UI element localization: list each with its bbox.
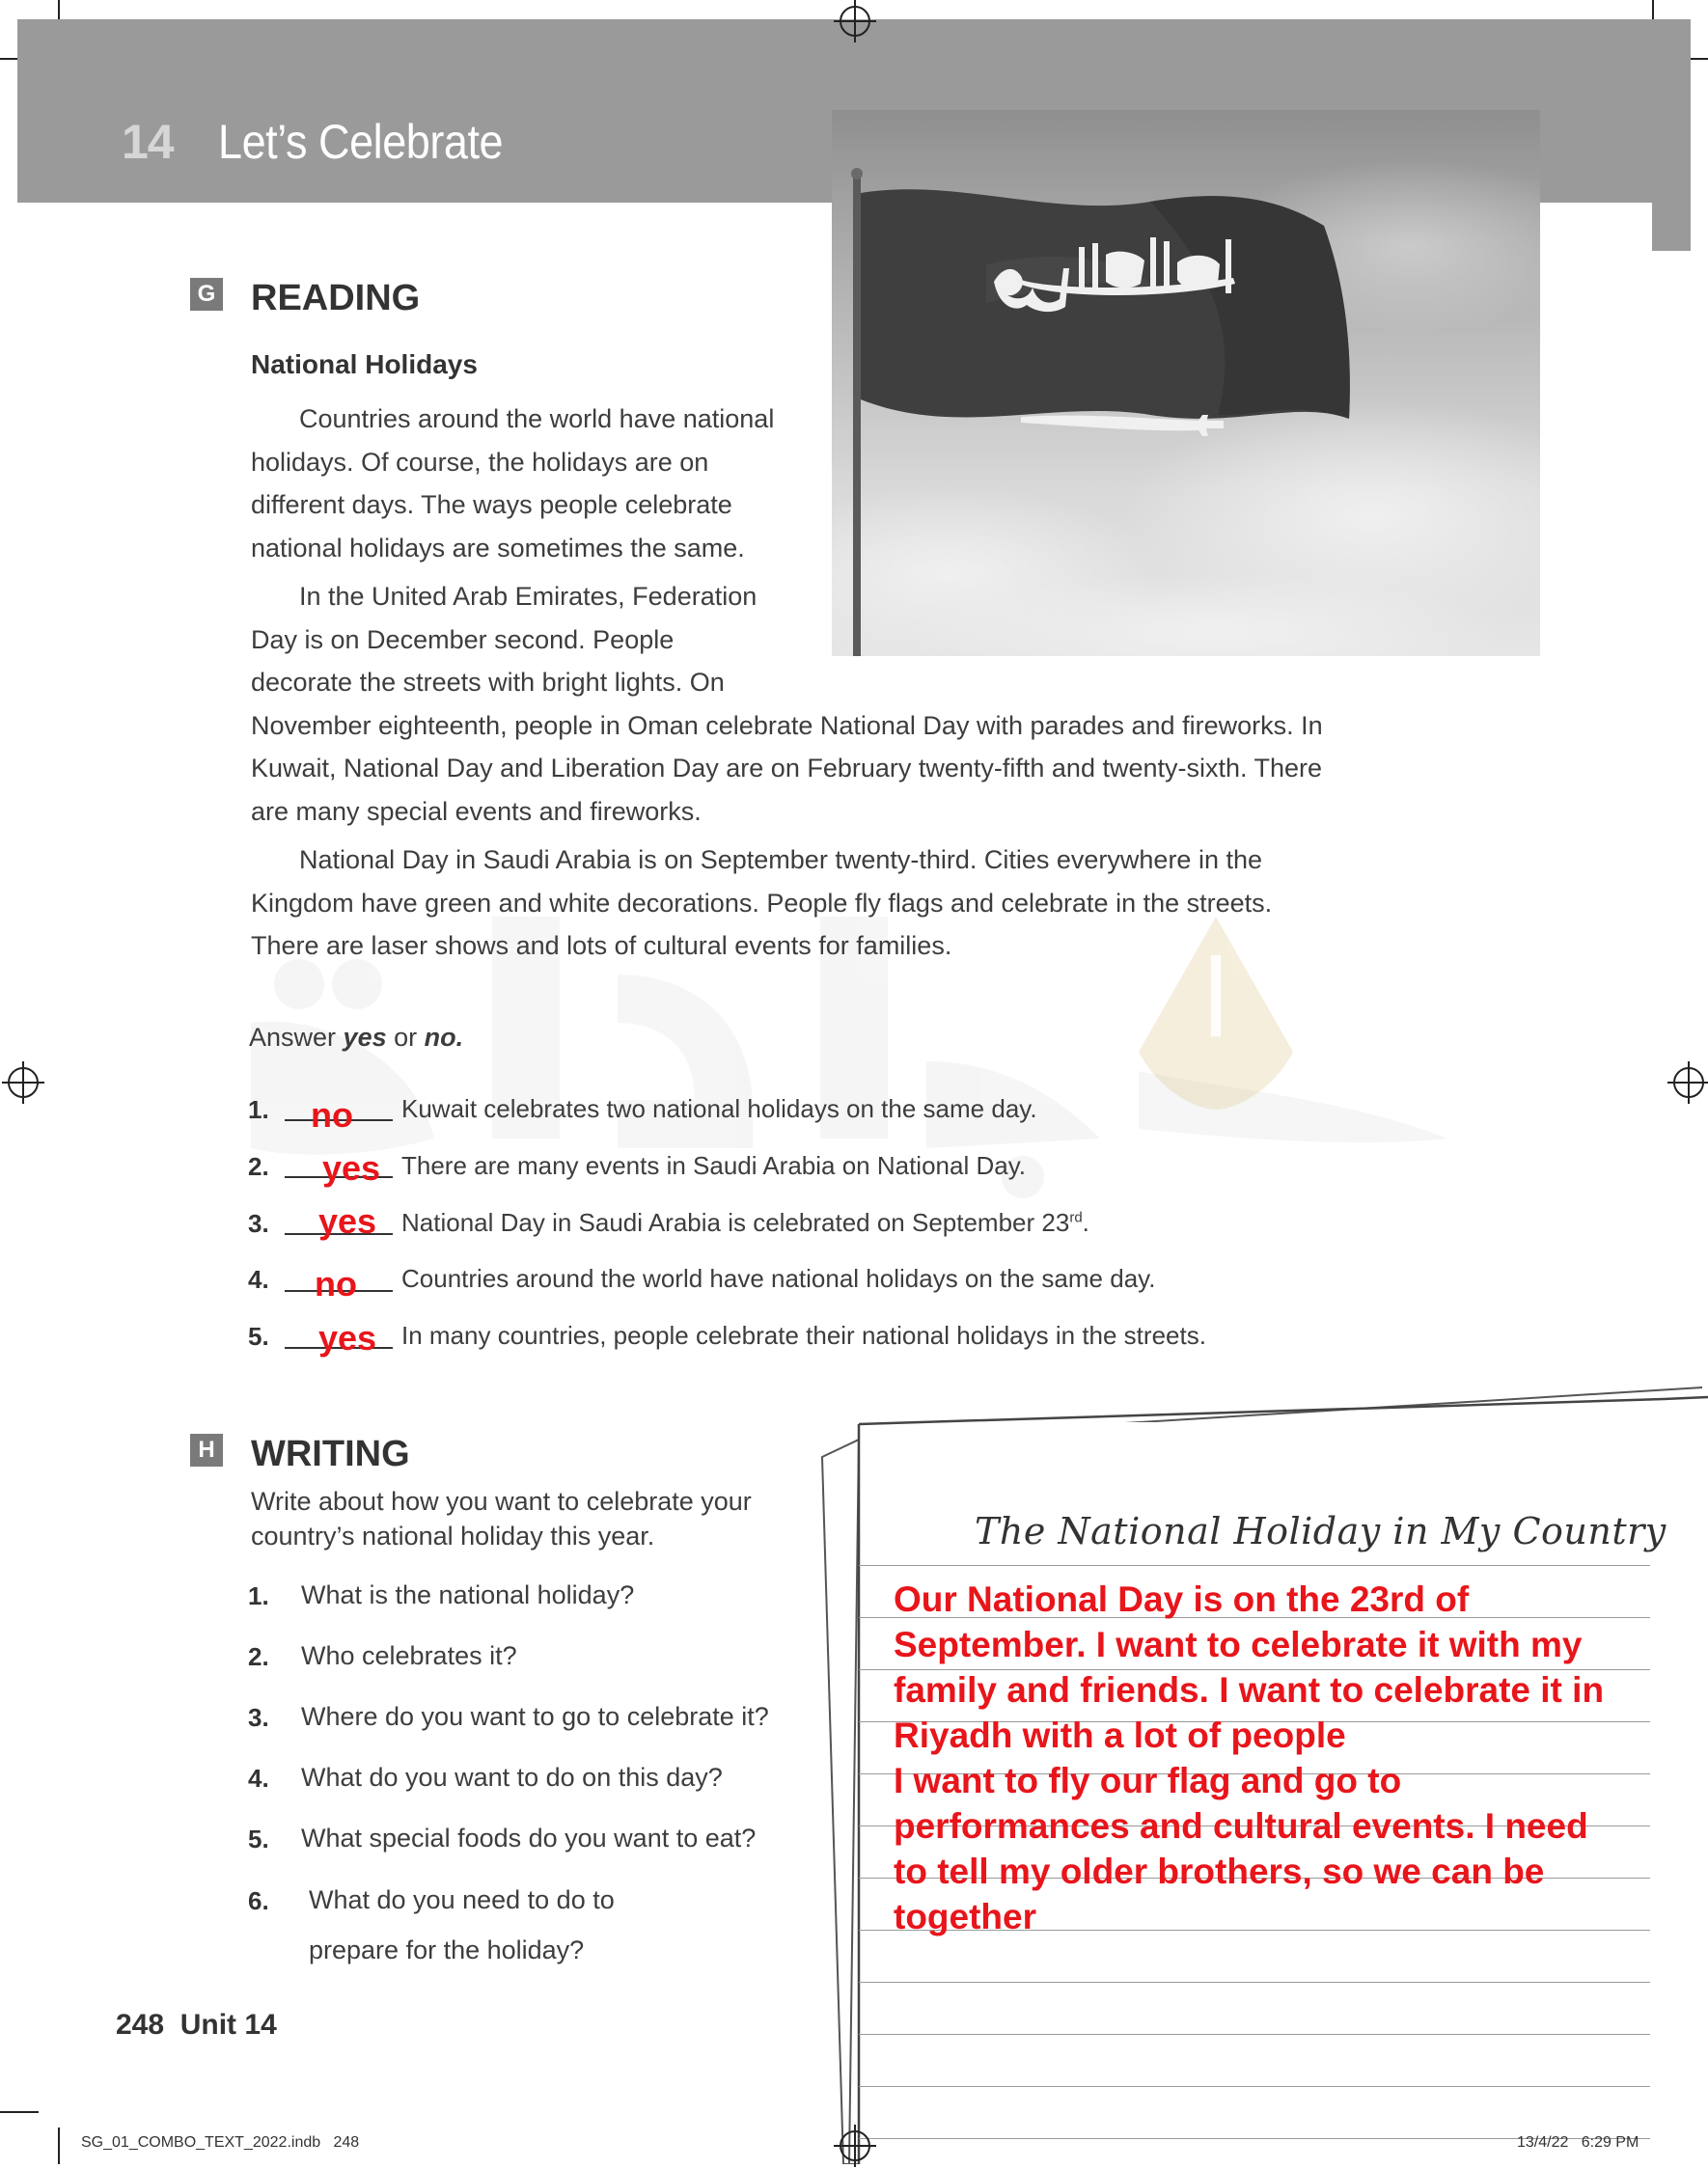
instruction-no: no. bbox=[424, 1023, 464, 1052]
writing-question-text: What do you need to do to bbox=[309, 1885, 615, 1914]
section-marker-g: G bbox=[190, 278, 223, 311]
writing-instructions bbox=[251, 1484, 752, 1553]
reading-line: different days. The ways people celebrate bbox=[251, 490, 732, 519]
answer-value[interactable]: yes bbox=[318, 1318, 377, 1358]
crop-mark bbox=[58, 2128, 60, 2164]
writing-question-number: 2. bbox=[248, 1642, 269, 1671]
question-number: 1. bbox=[248, 1095, 269, 1124]
reading-line: Countries around the world have national bbox=[299, 404, 775, 433]
slug-file: SG_01_COMBO_TEXT_2022.indb 248 bbox=[81, 2134, 360, 2151]
writing-question-text: What do you want to do on this day? bbox=[301, 1763, 723, 1792]
writing-question-text: Where do you want to go to celebrate it? bbox=[301, 1702, 769, 1731]
written-line: Our National Day is on the 23rd of bbox=[894, 1579, 1470, 1619]
registration-mark-icon bbox=[8, 1067, 39, 1098]
written-line: September. I want to celebrate it with my bbox=[894, 1625, 1583, 1664]
reading-line: decorate the streets with bright lights. On bbox=[251, 668, 725, 697]
reading-line: There are laser shows and lots of cultural events for families. bbox=[251, 931, 952, 960]
question-text: There are many events in Saudi Arabia on National Day. bbox=[401, 1151, 1026, 1180]
written-line: to tell my older brothers, so we can be bbox=[894, 1852, 1545, 1891]
writing-question-text: Who celebrates it? bbox=[301, 1641, 517, 1670]
slug-timestamp: 13/4/22 6:29 PM bbox=[1517, 2134, 1639, 2151]
question-text: Countries around the world have national holidays on the same day. bbox=[401, 1264, 1156, 1293]
ruled-line bbox=[859, 2034, 1650, 2035]
ordinal-suffix: rd bbox=[1069, 1209, 1083, 1226]
reading-body bbox=[251, 398, 1409, 968]
section-marker-h: H bbox=[190, 1434, 223, 1467]
written-line: I want to fly our flag and go to bbox=[894, 1761, 1402, 1800]
instruction-or: or bbox=[386, 1023, 425, 1052]
writing-question-number: 5. bbox=[248, 1825, 269, 1853]
written-line: together bbox=[894, 1897, 1036, 1936]
article-title: National Holidays bbox=[251, 349, 478, 379]
writing-instruction-line: Write about how you want to celebrate your bbox=[251, 1487, 752, 1516]
question-text-end: . bbox=[1082, 1208, 1089, 1237]
question-text: Kuwait celebrates two national holidays on the same day. bbox=[401, 1094, 1037, 1123]
ruled-line bbox=[859, 2086, 1650, 2087]
answer-instruction bbox=[249, 1023, 463, 1053]
crop-mark bbox=[0, 2111, 39, 2113]
reading-line: Kuwait, National Day and Liberation Day are on February twenty-fifth and twenty-sixth. There bbox=[251, 754, 1323, 782]
ruled-line bbox=[859, 1565, 1650, 1566]
writing-question-number: 1. bbox=[248, 1581, 269, 1610]
question-text bbox=[401, 1208, 1089, 1238]
ruled-line bbox=[859, 1982, 1650, 1983]
question-text-main: National Day in Saudi Arabia is celebrated on September 23 bbox=[401, 1208, 1070, 1237]
page-number: 248 bbox=[116, 2009, 165, 2041]
reading-line: Kingdom have green and white decorations. People fly flags and celebrate in the streets. bbox=[251, 888, 1273, 918]
writing-question-text: What is the national holiday? bbox=[301, 1580, 635, 1609]
instruction-prefix: Answer bbox=[249, 1023, 344, 1052]
answer-value[interactable]: yes bbox=[318, 1201, 377, 1241]
registration-mark-icon bbox=[840, 2130, 870, 2161]
reading-line: holidays. Of course, the holidays are on bbox=[251, 447, 709, 477]
written-line: performances and cultural events. I need bbox=[894, 1806, 1588, 1846]
written-line: Riyadh with a lot of people bbox=[894, 1716, 1346, 1755]
paper-title: The National Holiday in My Country bbox=[975, 1510, 1667, 1552]
writing-heading: WRITING bbox=[251, 1434, 410, 1474]
unit-title: Let’s Celebrate bbox=[218, 115, 504, 169]
unit-number: 14 bbox=[122, 115, 174, 169]
question-text: In many countries, people celebrate their national holidays in the streets. bbox=[401, 1321, 1206, 1350]
question-number: 3. bbox=[248, 1209, 269, 1238]
answer-value[interactable]: no bbox=[311, 1095, 353, 1135]
writing-question-number: 4. bbox=[248, 1764, 269, 1793]
writing-question-text-cont: prepare for the holiday? bbox=[309, 1936, 585, 1964]
reading-line: are many special events and fireworks. bbox=[251, 796, 702, 826]
unit-label: Unit 14 bbox=[179, 2009, 277, 2041]
writing-instruction-line: country’s national holiday this year. bbox=[251, 1522, 655, 1551]
written-answer[interactable] bbox=[894, 1577, 1646, 1939]
question-number: 2. bbox=[248, 1152, 269, 1181]
reading-line: In the United Arab Emirates, Federation bbox=[299, 582, 758, 611]
registration-mark-icon bbox=[1673, 1067, 1704, 1098]
instruction-yes: yes bbox=[343, 1023, 387, 1052]
reading-line: National Day in Saudi Arabia is on September twenty-third. Cities everywhere in the bbox=[299, 845, 1262, 874]
page-footer bbox=[116, 2009, 277, 2042]
reading-line: national holidays are sometimes the same. bbox=[251, 533, 745, 563]
header-tab bbox=[1652, 19, 1691, 251]
writing-question-number: 6. bbox=[248, 1886, 269, 1915]
question-number: 4. bbox=[248, 1265, 269, 1294]
answer-value[interactable]: yes bbox=[322, 1148, 381, 1188]
writing-question-number: 3. bbox=[248, 1703, 269, 1732]
writing-question-text: What special foods do you want to eat? bbox=[301, 1824, 757, 1853]
reading-heading: READING bbox=[251, 278, 421, 318]
written-line: family and friends. I want to celebrate it in bbox=[894, 1670, 1605, 1710]
question-number: 5. bbox=[248, 1322, 269, 1351]
registration-mark-icon bbox=[840, 6, 870, 37]
answer-value[interactable]: no bbox=[315, 1264, 357, 1304]
reading-line: Day is on December second. People bbox=[251, 624, 675, 654]
reading-line: November eighteenth, people in Oman celebrate National Day with parades and fireworks. In bbox=[251, 710, 1323, 740]
